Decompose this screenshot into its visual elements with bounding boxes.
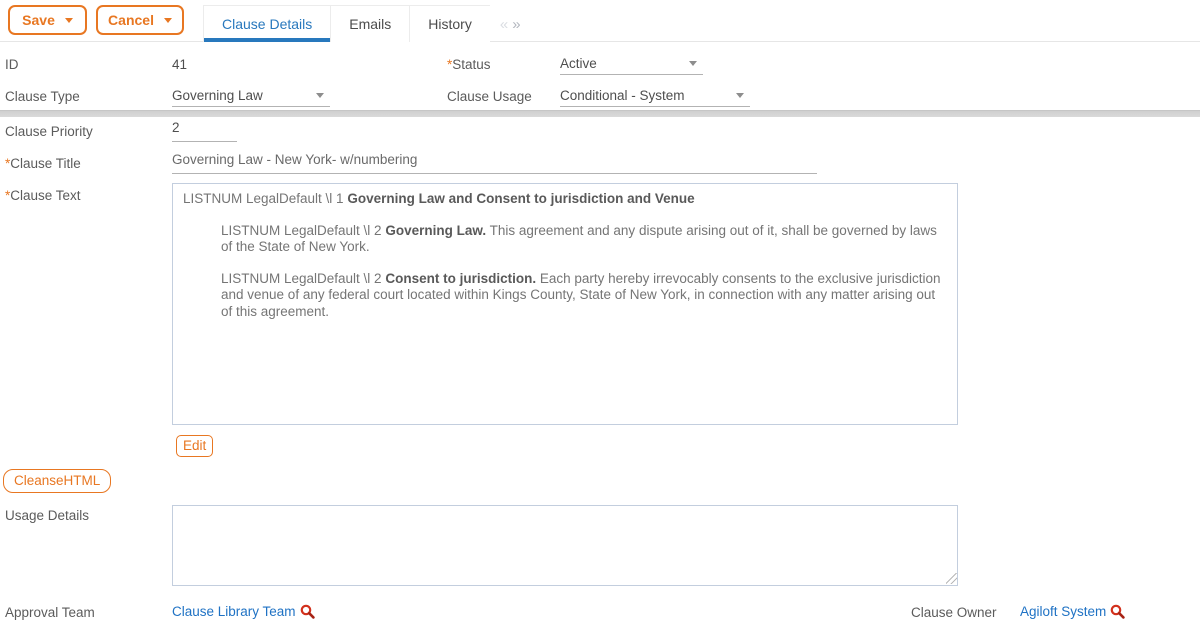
clause-priority-input[interactable]: 2: [172, 120, 237, 142]
required-asterisk: *: [5, 156, 11, 171]
save-button[interactable]: [8, 5, 87, 35]
clause-title-label: *Clause Title: [5, 156, 81, 171]
id-value: 41: [172, 57, 188, 72]
chevron-down-icon: [689, 61, 697, 66]
id-label: ID: [5, 57, 19, 72]
clause-usage-dropdown[interactable]: [560, 85, 750, 107]
cancel-button-label: Cancel: [108, 12, 154, 28]
approval-team-link[interactable]: Clause Library Team: [172, 603, 296, 619]
cleanse-html-button[interactable]: CleanseHTML: [3, 469, 111, 493]
clause-text-label: *Clause Text: [5, 188, 81, 203]
status-dropdown-value: Active: [560, 56, 597, 71]
chevron-down-icon: [736, 93, 744, 98]
section-divider: [0, 110, 1200, 117]
approval-team-label: Approval Team: [5, 605, 95, 620]
clause-priority-label: Clause Priority: [5, 124, 93, 139]
clause-type-dropdown-value: Governing Law: [172, 88, 263, 103]
chevron-down-icon: [316, 93, 324, 98]
tab-label: History: [428, 16, 472, 32]
tab-emails[interactable]: [330, 5, 409, 42]
clause-usage-label: Clause Usage: [447, 89, 532, 104]
status-label: *Status: [447, 57, 491, 72]
caret-down-icon: [164, 18, 172, 23]
cancel-button[interactable]: [96, 5, 184, 35]
usage-details-label: Usage Details: [5, 508, 90, 523]
clause-owner-label: Clause Owner: [911, 605, 997, 620]
resize-grip[interactable]: [946, 573, 957, 584]
required-asterisk: *: [447, 57, 453, 72]
clause-type-dropdown[interactable]: [172, 85, 330, 107]
clause-type-label: Clause Type: [5, 89, 80, 104]
save-button-label: Save: [22, 12, 55, 28]
edit-button[interactable]: Edit: [176, 435, 213, 457]
clause-title-input[interactable]: Governing Law - New York- w/numbering: [172, 152, 817, 174]
approval-team-lookup: [172, 603, 315, 619]
tab-scrollers: [500, 5, 521, 42]
caret-down-icon: [65, 18, 73, 23]
clause-owner-link[interactable]: Agiloft System: [1020, 603, 1107, 619]
tab-label: Emails: [349, 16, 392, 32]
tab-history[interactable]: [409, 5, 490, 42]
clause-usage-dropdown-value: Conditional - System: [560, 88, 685, 103]
clause-text-box[interactable]: LISTNUM LegalDefault \l 1 Governing Law and Consent to jurisdiction and Venue LISTNUM LegalDefault \l 2 Governing Law. This agreement and any dispute arising out of it, shall be governed by laws of the State of New York. LISTNUM LegalDefault \l 2 Consent to jurisdiction. Each party hereby irrevocably consents to the exclusive jurisdiction and venue of any federal court located within Kings County, State of New York, in connection with any matter arising out of this agreement.: [172, 183, 958, 425]
tab-label: Clause Details: [222, 16, 313, 32]
status-dropdown[interactable]: [560, 53, 703, 75]
lookup-magnifier-icon[interactable]: [1110, 604, 1125, 619]
tab-scroll-left-icon[interactable]: «: [499, 16, 509, 33]
clause-owner-lookup: [1020, 603, 1125, 619]
tab-bar: [203, 5, 521, 42]
tab-clause-details[interactable]: [203, 5, 330, 42]
toolbar: [0, 0, 1200, 42]
required-asterisk: *: [5, 188, 11, 203]
usage-details-textarea[interactable]: [172, 505, 958, 586]
lookup-magnifier-icon[interactable]: [300, 604, 315, 619]
tab-scroll-right-icon[interactable]: »: [512, 16, 521, 33]
